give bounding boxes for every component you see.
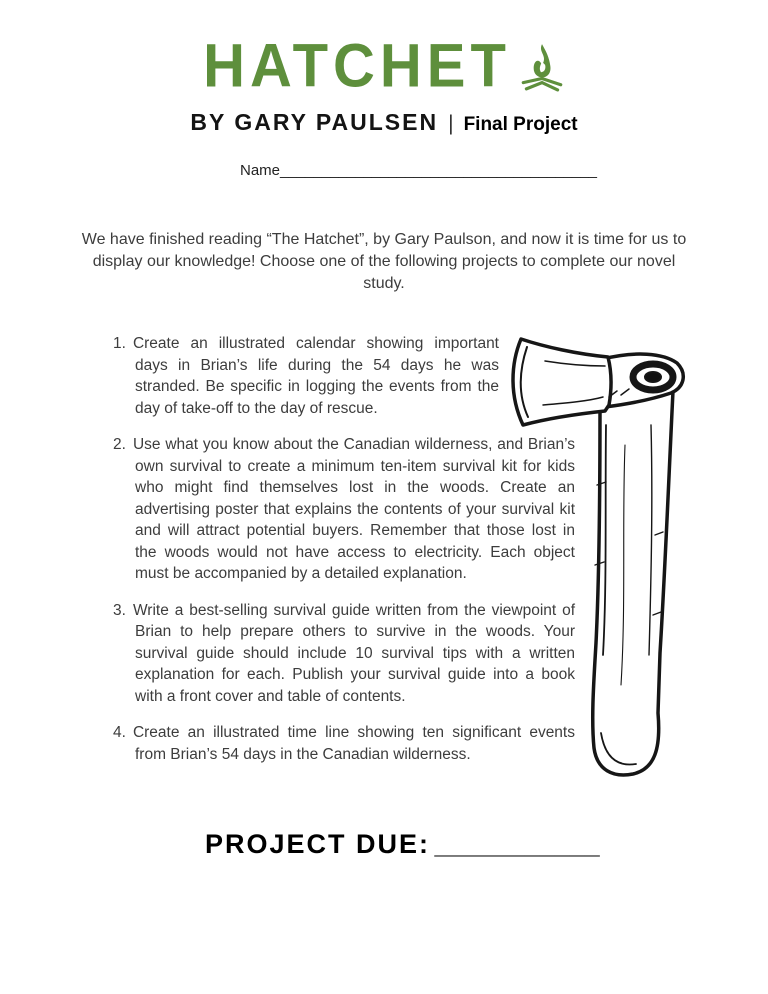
header <box>0 0 768 179</box>
name-line <box>0 162 768 179</box>
project-list <box>0 333 768 765</box>
item-number: 1. <box>113 335 126 352</box>
name-label: Name <box>240 162 281 179</box>
byline-separator: | <box>448 112 454 135</box>
item-text: Write a best-selling survival guide written from the viewpoint of Brian to help prepare others to survive in the woods. Your survival guide should include 10 survival tips with a written explanation for each. Publish your survival guide into a book with a front cover and table of contents. <box>132 601 575 705</box>
item-number: 3. <box>113 601 126 619</box>
item-text: Use what you know about the Canadian wilderness, and Brian’s own survival to create a minimum ten-item survival kit for kids who might find themselves lost in the woods. Create an advertising poster that explains the contents of your survival kit and will attract potential buyers. Remember that those lost in the woods would not have access to electricity. Each object must be accompanied by a detailed explanation. <box>132 436 575 582</box>
item-number: 4. <box>113 724 126 741</box>
project-due-label: PROJECT DUE: <box>205 829 431 859</box>
page-title: HATCHET <box>203 31 511 101</box>
footer <box>0 783 768 860</box>
item-text: Create an illustrated time line showing ten significant events from Brian’s 54 days in the Canadian wilderness. <box>132 724 575 763</box>
campfire-icon <box>519 42 565 97</box>
byline-row <box>0 109 768 136</box>
title-row <box>0 31 768 101</box>
name-blank-line: ______________________________________ <box>280 162 598 179</box>
byline: BY GARY PAULSEN <box>190 109 439 135</box>
item-number: 2. <box>113 436 126 453</box>
item-text: Create an illustrated calendar showing important days in Brian’s life during the 54 days he was stranded. Be specific in logging the events from the day of take-off to the day of rescue. <box>132 335 499 417</box>
due-blank-line: ___________ <box>434 829 600 859</box>
intro-paragraph: We have finished reading “The Hatchet”, by Gary Paulson, and now it is time for us to display our knowledge! Choose one of the following projects to complete our novel study. <box>81 231 687 292</box>
subtitle: Final Project <box>463 114 578 135</box>
